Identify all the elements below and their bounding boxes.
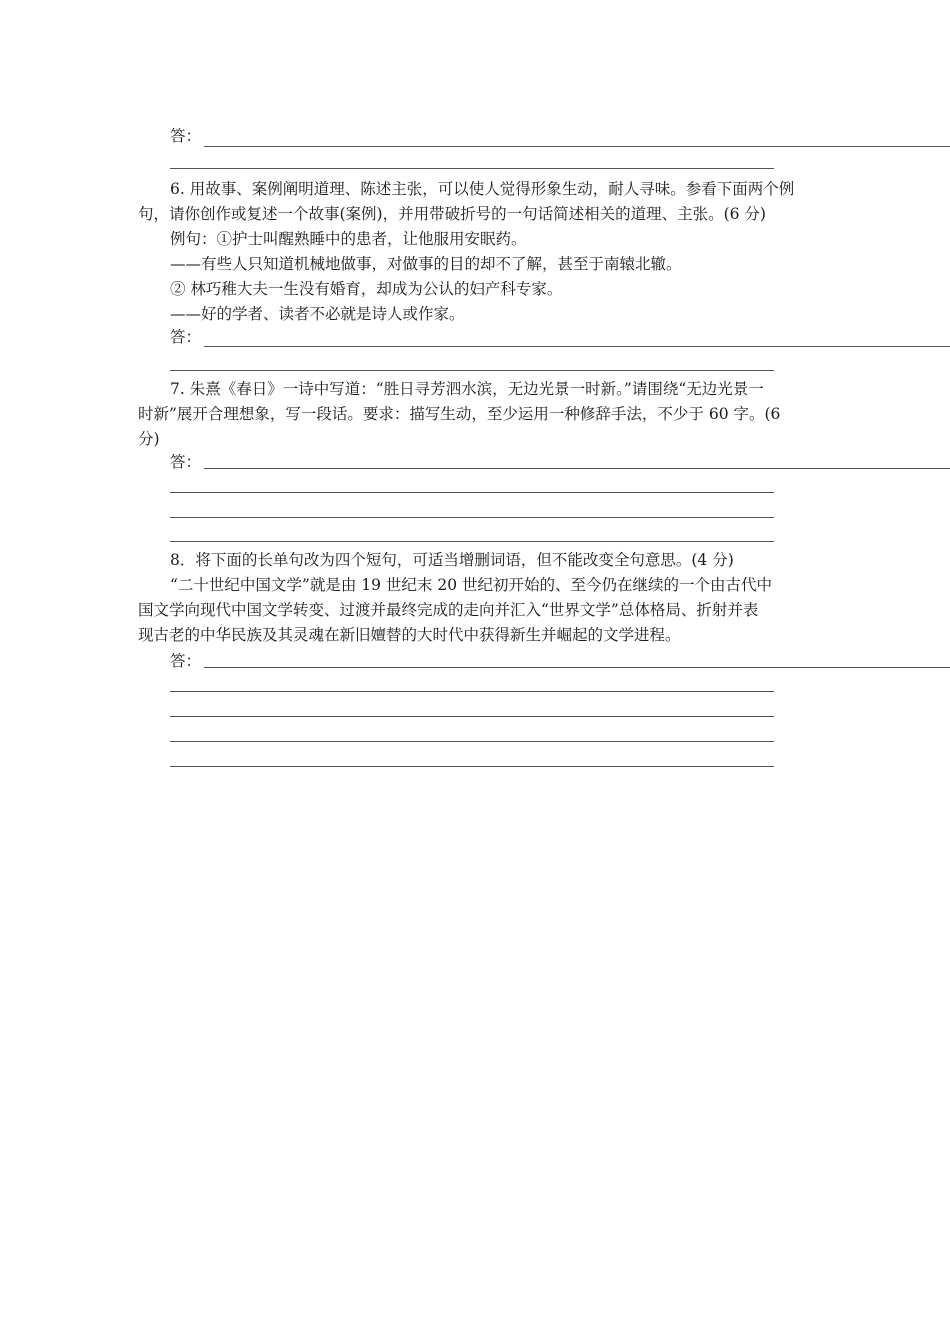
answer-line[interactable] — [170, 716, 774, 717]
answer-line[interactable] — [204, 468, 950, 469]
answer-label: 答： — [170, 652, 202, 670]
answer-line[interactable] — [170, 691, 774, 692]
answer-label: 答： — [170, 328, 202, 346]
q8-sentence-line-2: 国文学向现代中国文学转变、过渡并最终完成的走向并汇入“世界文学”总体格局、折射并表 — [138, 601, 759, 619]
answer-line[interactable] — [170, 168, 774, 169]
answer-line[interactable] — [204, 346, 950, 347]
q6-example-2-moral: ——好的学者、读者不必就是诗人或作家。 — [170, 305, 465, 323]
answer-label: 答： — [170, 127, 202, 145]
answer-line[interactable] — [170, 517, 774, 518]
answer-line[interactable] — [170, 766, 774, 767]
q6-example-1: 例句：①护士叫醒熟睡中的患者，让他服用安眠药。 — [170, 230, 527, 248]
q6-line-2: 句，请你创作或复述一个故事(案例)，并用带破折号的一句话简述相关的道理、主张。(6 分) — [138, 205, 766, 223]
answer-line[interactable] — [204, 667, 950, 668]
q6-line-1: 6. 用故事、案例阐明道理、陈述主张，可以使人觉得形象生动，耐人寻味。参看下面两个例 — [170, 180, 795, 198]
q6-example-1-moral: ——有些人只知道机械地做事，对做事的目的却不了解，甚至于南辕北辙。 — [170, 255, 682, 273]
q8-line-1: 8．将下面的长单句改为四个短句，可适当增删词语，但不能改变全句意思。(4 分) — [170, 551, 734, 569]
answer-label: 答： — [170, 453, 202, 471]
q7-line-3: 分) — [138, 430, 160, 448]
answer-line[interactable] — [204, 146, 950, 147]
answer-line[interactable] — [170, 741, 774, 742]
q8-sentence-line-1: “二十世纪中国文学”就是由 19 世纪末 20 世纪初开始的、至今仍在继续的一个由古代中 — [170, 576, 773, 594]
q6-example-2: ② 林巧稚大夫一生没有婚育，却成为公认的妇产科专家。 — [170, 280, 563, 298]
answer-line[interactable] — [170, 492, 774, 493]
answer-line[interactable] — [170, 541, 774, 542]
q7-line-2: 时新”展开合理想象，写一段话。要求：描写生动，至少运用一种修辞手法，不少于 60 字。(6 — [138, 405, 781, 423]
q8-sentence-line-3: 现古老的中华民族及其灵魂在新旧嬗替的大时代中获得新生并崛起的文学进程。 — [138, 626, 681, 644]
q7-line-1: 7. 朱熹《春日》一诗中写道：“胜日寻芳泗水滨，无边光景一时新。”请围绕“无边光景一 — [170, 380, 764, 398]
answer-line[interactable] — [170, 370, 774, 371]
